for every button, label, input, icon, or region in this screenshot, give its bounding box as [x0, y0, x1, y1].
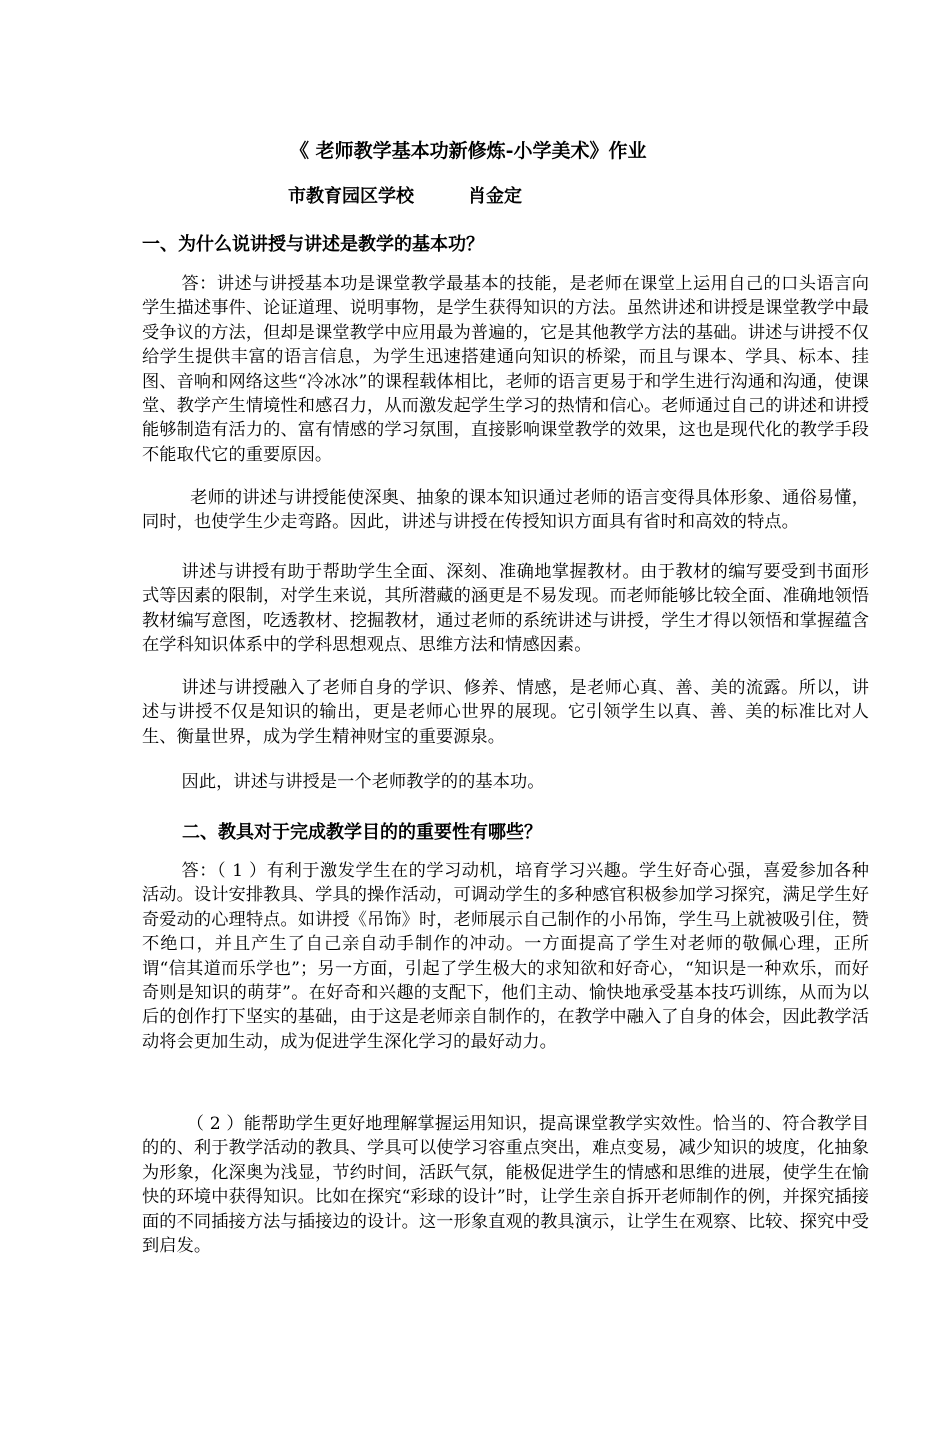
section-1-heading: 一、为什么说讲授与讲述是教学的基本功？ [142, 234, 484, 255]
section-1-paragraph-3: 讲述与讲授有助于帮助学生全面、深刻、准确地掌握教材。由于教材的编写要受到书面形式等因素的限制，对学生来说，其所潜藏的涵更是不易发现。而老师能够比较全面、准确地领悟教材编写意图，吃透教材、挖掘教材，通过老师的系统讲述与讲授，学生才得以领悟和掌握蕴含在学科知识体系中的学科思想观点、思维方法和情感因素。 [142, 562, 869, 656]
section-2-heading: 二、教具对于完成教学目的的重要性有哪些？ [182, 822, 542, 843]
author-line [288, 182, 522, 208]
section-1-paragraph-2: 老师的讲述与讲授能使深奥、抽象的课本知识通过老师的语言变得具体形象、通俗易懂，同时，也使学生少走弯路。因此，讲述与讲授在传授知识方面具有省时和高效的特点。 [142, 488, 869, 533]
section-1-paragraph-1: 答：讲述与讲授基本功是课堂教学最基本的技能，是老师在课堂上运用自己的口头语言向学生描述事件、论证道理、说明事物，是学生获得知识的方法。虽然讲述和讲授是课堂教学中最受争议的方法，但却是课堂教学中应用最为普遍的，它是其他教学方法的基础。讲述与讲授不仅给学生提供丰富的语言信息，为学生迅速搭建通向知识的桥梁，而且与课本、学具、标本、挂图、音响和网络这些“冷冰冰”的课程载体相比，老师的语言更易于和学生进行沟通和沟通，使课堂、教学产生情境性和感召力，从而激发起学生学习的热情和信心。老师通过自己的讲述和讲授能够制造有活力的、富有情感的学习氛围，直接影响课堂教学的效果，这也是现代化的教学手段不能取代它的重要原因。 [142, 274, 869, 465]
author-name: 肖金定 [468, 186, 522, 207]
document-title: 《 老师教学基本功新修炼-小学美术》作业 [290, 140, 647, 162]
school-name: 市教育园区学校 [288, 186, 414, 207]
section-1-paragraph-4: 讲述与讲授融入了老师自身的学识、修养、情感，是老师心真、善、美的流露。所以，讲述与讲授不仅是知识的输出，更是老师心世界的展现。它引领学生以真、善、美的标准比对人生、衡量世界，成为学生精神财宝的重要源泉。 [142, 678, 869, 747]
section-1-conclusion: 因此，讲述与讲授是一个老师教学的的基本功。 [181, 772, 545, 792]
section-2-paragraph-2: （ 2 ）能帮助学生更好地理解掌握运用知识，提高课堂教学实效性。恰当的、符合教学目的的、利于教学活动的教具、学具可以使学习容重点突出，难点变易，减少知识的坡度，化抽象为形象，化深奥为浅显，节约时间，活跃气氛，能极促进学生的情感和思维的进展，使学生在愉快的环境中获得知识。比如在探究“彩球的设计”时，让学生亲自拆开老师制作的例，并探究插接面的不同插接方法与插接边的设计。这一形象直观的教具演示，让学生在观察、比较、探究中受到启发。 [142, 1114, 869, 1257]
section-2-paragraph-1: 答：（ 1 ）有利于激发学生在的学习动机，培育学习兴趣。学生好奇心强，喜爱参加各种活动。设计安排教具、学具的操作活动，可调动学生的多种感官积极参加学习探究，满足学生好奇爱动的心理特点。如讲授《吊饰》时，老师展示自己制作的小吊饰，学生马上就被吸引住，赞不绝口，并且产生了自己亲自动手制作的冲动。一方面提高了学生对老师的敬佩心理，正所谓“信其道而乐学也”；另一方面，引起了学生极大的求知欲和好奇心，“知识是一种欢乐，而好奇则是知识的萌芽”。在好奇和兴趣的支配下，他们主动、愉快地承受基本技巧训练，从而为以后的创作打下坚实的基础，由于这是老师亲自制作的，在教学中融入了自身的体会，因此教学活动将会更加生动，成为促进学生深化学习的最好动力。 [142, 861, 869, 1052]
